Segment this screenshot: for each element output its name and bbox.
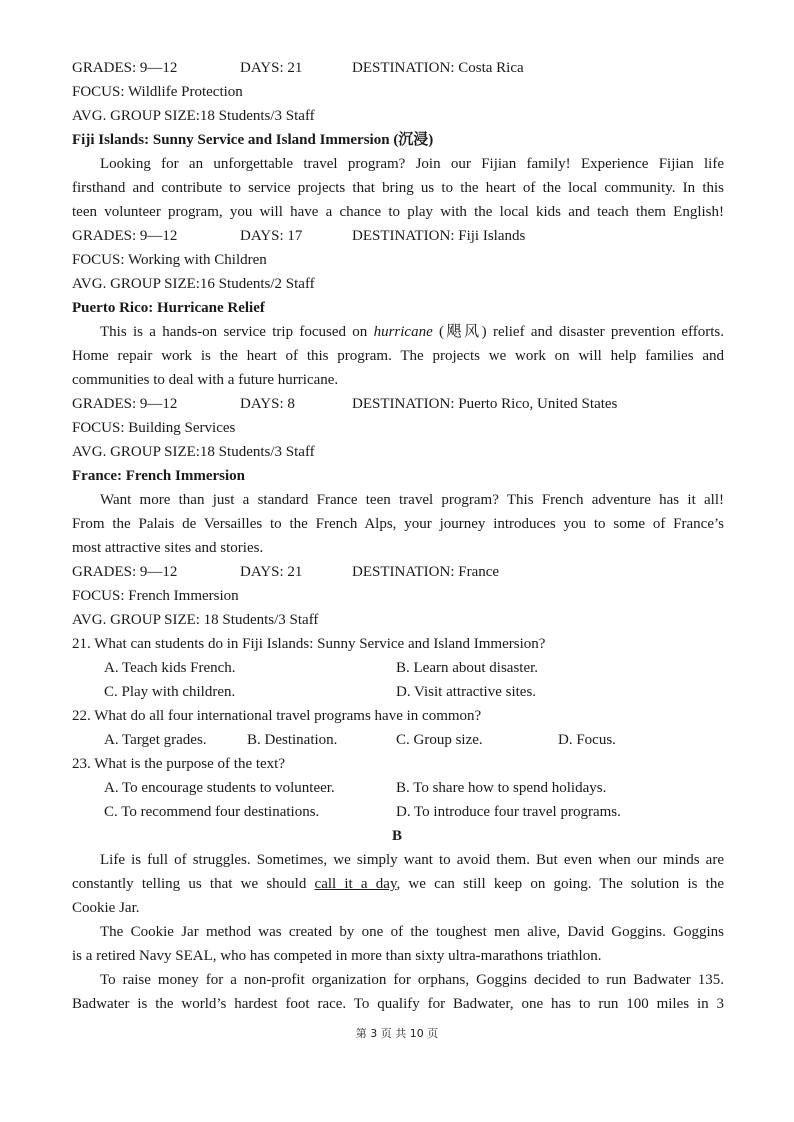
france-destination: DESTINATION: France (352, 564, 500, 580)
puerto-rico-focus: FOCUS: Building Services (72, 420, 236, 436)
fiji-desc-line3: teen volunteer program, you will have a chance to play with the local kids and teach them English! (72, 204, 724, 220)
q23-option-d[interactable]: D. To introduce four travel programs. (396, 804, 621, 820)
puerto-rico-days: DAYS: 8 (240, 396, 295, 412)
q23-option-a[interactable]: A. To encourage students to volunteer. (104, 780, 335, 796)
q21-option-b[interactable]: B. Learn about disaster. (396, 660, 539, 676)
q22-option-c[interactable]: C. Group size. (396, 732, 483, 748)
section-b-p2-line2: is a retired Navy SEAL, who has competed in more than sixty ultra-marathons triathlon. (72, 948, 602, 964)
puerto-rico-desc-line1 (100, 322, 724, 342)
page-number-footer: 第 3 页 共 10 页 (355, 1027, 439, 1040)
puerto-rico-desc-line3: communities to deal with a future hurricane. (72, 372, 339, 388)
france-desc-line2: From the Palais de Versailles to the French Alps, your journey introduces you to some of France’s (72, 516, 724, 532)
section-b-p1-line2 (72, 874, 724, 894)
q21-option-c[interactable]: C. Play with children. (104, 684, 236, 700)
fiji-grades: GRADES: 9—12 (72, 228, 178, 244)
france-group-size: AVG. GROUP SIZE: 18 Students/3 Staff (72, 612, 319, 628)
q22-option-d[interactable]: D. Focus. (558, 732, 616, 748)
call-it-a-day-phrase: call it a day (314, 876, 397, 892)
costa-rica-group-size: AVG. GROUP SIZE:18 Students/3 Staff (72, 108, 315, 124)
fiji-title: Fiji Islands: Sunny Service and Island Immersion (沉浸) (72, 132, 434, 148)
section-b-heading: B (391, 828, 402, 844)
france-focus: FOCUS: French Immersion (72, 588, 239, 604)
fiji-desc-line2: firsthand and contribute to service projects that bring us to the heart of the local community. In this (72, 180, 724, 196)
hurricane-term: hurricane (373, 324, 433, 340)
puerto-rico-desc-pre: This is a hands-on service trip focused on (100, 324, 374, 340)
q23-option-b[interactable]: B. To share how to spend holidays. (396, 780, 607, 796)
q21-option-d[interactable]: D. Visit attractive sites. (396, 684, 537, 700)
france-grades: GRADES: 9—12 (72, 564, 178, 580)
q21-option-a[interactable]: A. Teach kids French. (104, 660, 236, 676)
q22-option-b[interactable]: B. Destination. (247, 732, 338, 748)
question-21: 21. What can students do in Fiji Islands: Sunny Service and Island Immersion? (72, 636, 546, 652)
question-22: 22. What do all four international travel programs have in common? (72, 708, 482, 724)
section-b-p1-line3: Cookie Jar. (72, 900, 140, 916)
q22-option-a[interactable]: A. Target grades. (104, 732, 207, 748)
question-23: 23. What is the purpose of the text? (72, 756, 286, 772)
puerto-rico-desc-line2: Home repair work is the heart of this program. The projects we work on will help families and (72, 348, 724, 364)
fiji-focus: FOCUS: Working with Children (72, 252, 267, 268)
puerto-rico-grades: GRADES: 9—12 (72, 396, 178, 412)
costa-rica-days: DAYS: 21 (240, 60, 303, 76)
puerto-rico-group-size: AVG. GROUP SIZE:18 Students/3 Staff (72, 444, 315, 460)
france-desc-line3: most attractive sites and stories. (72, 540, 264, 556)
france-desc-line1: Want more than just a standard France teen travel program? This French adventure has it all! (100, 492, 724, 508)
section-b-p1-line1: Life is full of struggles. Sometimes, we simply want to avoid them. But even when our minds are (100, 852, 724, 868)
p1-line2-pre: constantly telling us that we should (72, 876, 315, 892)
fiji-group-size: AVG. GROUP SIZE:16 Students/2 Staff (72, 276, 315, 292)
q23-option-c[interactable]: C. To recommend four destinations. (104, 804, 320, 820)
france-days: DAYS: 21 (240, 564, 303, 580)
section-b-p3-line2: Badwater is the world’s hardest foot race. To qualify for Badwater, one has to run 100 miles in 3 (72, 996, 724, 1012)
puerto-rico-destination: DESTINATION: Puerto Rico, United States (352, 396, 618, 412)
p1-line2-post: , we can still keep on going. The solution is the (396, 876, 725, 892)
fiji-desc-line1: Looking for an unforgettable travel program? Join our Fijian family! Experience Fijian life (100, 156, 724, 172)
fiji-destination: DESTINATION: Fiji Islands (352, 228, 526, 244)
section-b-p2-line1: The Cookie Jar method was created by one of the toughest men alive, David Goggins. Goggins (100, 924, 724, 940)
puerto-rico-title: Puerto Rico: Hurricane Relief (72, 300, 265, 316)
france-title: France: French Immersion (72, 468, 246, 484)
section-b-p3-line1: To raise money for a non-profit organization for orphans, Goggins decided to run Badwater 135. (100, 972, 724, 988)
costa-rica-destination: DESTINATION: Costa Rica (352, 60, 524, 76)
puerto-rico-desc-post: (飓风) relief and disaster prevention efforts. (432, 324, 724, 340)
costa-rica-focus: FOCUS: Wildlife Protection (72, 84, 243, 100)
fiji-days: DAYS: 17 (240, 228, 303, 244)
costa-rica-grades: GRADES: 9—12 (72, 60, 178, 76)
